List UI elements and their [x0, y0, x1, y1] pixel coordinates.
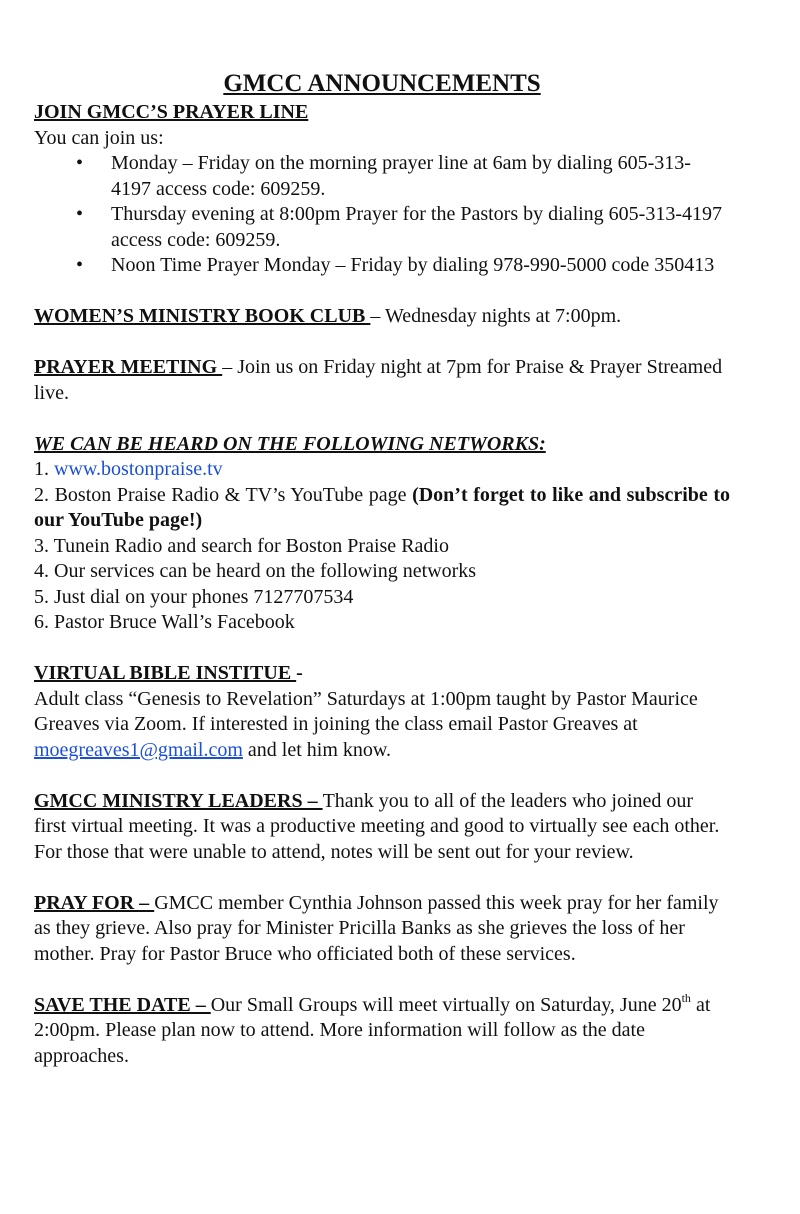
list-item: 5. Just dial on your phones 7127707534 — [34, 585, 354, 608]
list-item: • Monday – Friday on the morning prayer line at 6am by dialing 605-313-4197 access code: 609259. — [34, 151, 730, 202]
list-item: 6. Pastor Bruce Wall’s Facebook — [34, 611, 295, 633]
bible-institute-text: Adult class “Genesis to Revelation” Saturdays at 1:00pm taught by Pastor Maurice Greaves via Zoom. If interested in joining the class email Pastor Greaves at — [34, 687, 698, 735]
prayer-meeting-text: – Join us on Friday night at 7pm for Praise & Prayer Streamed live. — [34, 356, 723, 404]
bostonpraise-link[interactable]: www.bostonpraise.tv — [54, 458, 223, 480]
prayer-line-section — [34, 100, 730, 279]
bible-institute-text-end: and let him know. — [242, 738, 392, 761]
book-club-text: – Wednesday nights at 7:00pm. — [370, 305, 622, 327]
list-item: • Noon Time Prayer Monday – Friday by dialing 978-990-5000 code 350413 — [34, 253, 730, 279]
book-club-section — [34, 304, 730, 330]
prayer-line-heading: JOIN GMCC’S PRAYER LINE — [34, 101, 309, 123]
prayer-meeting-section — [34, 355, 730, 406]
email-link[interactable]: moegreaves1@gmail.com — [34, 738, 243, 761]
item-number: 1. — [34, 458, 54, 480]
save-the-date-heading: SAVE THE DATE – — [34, 993, 211, 1016]
list-item: • Thursday evening at 8:00pm Prayer for the Pastors by dialing 605-313-4197 access code: 609259. — [34, 202, 730, 253]
bible-institute-heading: VIRTUAL BIBLE INSTITUE — [34, 662, 297, 684]
save-the-date-section — [34, 990, 730, 1070]
youtube-item-note: (Don’t forget to like and subscribe to our YouTube page!) — [34, 483, 730, 531]
pray-for-text: GMCC member Cynthia Johnson passed this week pray for her family as they grieve. Also pray for Minister Pricilla Banks as she grieves the loss of her mother. Pray for Pastor Bruce who officiated both of these services. — [34, 891, 719, 965]
pray-for-heading: PRAY FOR – — [34, 891, 155, 914]
announcement-page — [34, 68, 730, 1069]
ministry-leaders-section — [34, 789, 730, 866]
ministry-leaders-heading: GMCC MINISTRY LEADERS – — [34, 789, 323, 812]
ministry-leaders-text: Thank you to all of the leaders who joined our first virtual meeting. It was a productive meeting and good to virtually see each other. For those that were unable to attend, notes will be sent out for your review. — [34, 789, 720, 863]
list-item — [34, 483, 730, 534]
prayer-line-list — [34, 151, 730, 279]
bible-institute-section — [34, 661, 730, 763]
save-the-date-text-end: at 2:00pm. Please plan now to attend. More information will follow as the date approaches. — [34, 993, 711, 1067]
list-item: 3. Tunein Radio and search for Boston Praise Radio — [34, 534, 449, 557]
youtube-item-text: 2. Boston Praise Radio & TV’s YouTube page — [34, 483, 413, 506]
page-title: GMCC ANNOUNCEMENTS — [223, 70, 541, 97]
book-club-heading: WOMEN’S MINISTRY BOOK CLUB — [34, 305, 371, 327]
networks-section — [34, 432, 730, 636]
save-the-date-text: Our Small Groups will meet virtually on Saturday, June 20 — [210, 993, 682, 1016]
pray-for-section — [34, 891, 730, 968]
networks-heading: WE CAN BE HEARD ON THE FOLLOWING NETWORKS: — [34, 432, 546, 455]
ordinal-suffix: th — [681, 990, 691, 1005]
heading-dash: - — [296, 662, 303, 684]
list-item: 4. Our services can be heard on the following networks — [34, 560, 477, 582]
prayer-meeting-heading: PRAYER MEETING — [34, 356, 223, 378]
prayer-line-intro: You can join us: — [34, 126, 164, 149]
list-item — [34, 457, 730, 483]
